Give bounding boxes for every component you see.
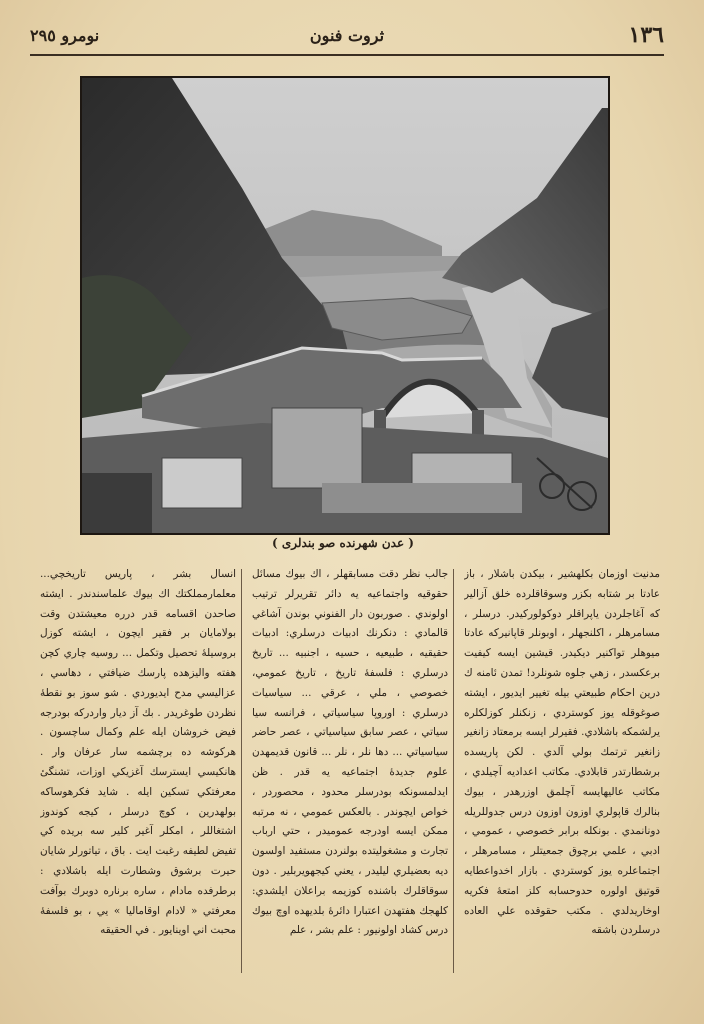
page-header	[30, 22, 664, 52]
page-number: ١٣٦	[628, 22, 664, 48]
text-column-2	[252, 565, 448, 977]
column-divider	[241, 569, 242, 973]
column-divider	[453, 569, 454, 973]
header-rule	[30, 54, 664, 56]
text-column-3	[40, 565, 236, 977]
article-body	[40, 565, 660, 985]
issue-number: نومرو ٢٩٥	[30, 26, 100, 45]
column-3-text: انسال بشر ، پاريس تاريخچي... معلمارمملكتك اك بيوك علماسندندر . ايشته صاحدن اقسامه قدر درره معيشتدن وقت بولامايان بر فقير ايچون ، ايشته كوزل بروسيلهٔ تحصيل وتكمل ... روسيه چاري كچن هفته واليزهده پارسك ضيافتي ، دهاسي ، عزاليسي مدح ايديوردي . شو سوز بو نقطهٔ نظردن طوغريدر . بك آز ديار واردركه بودرجه فيض خروشان ايله علم وكمال ساچسون . هركوشه ده برچشمه سار عرفان وار . هانكيسي ايسترسك آغزيكي اوزات، تشنگئ معرفتكي تسكين ايله . شايد فكرهوساكه بولهدرين ، كوچ درسلر ، كيجه كوندوز اشتغاللر ، امكلر آغير كلير سه بريده كي تفيض لطيفه رغبت ايت . باق ، تياتورلر شايان حيرت برشوق وشطارت ايله باشلادي : برطرفده مادام ، ساره برناره دوبرك بوآفت معرفتي « لادام اوقاماليا » يي ، بو فلسفهٔ محبت اني اوينايور . في الحقيقه	[40, 568, 236, 937]
column-1-text: مدنيت اوزمان بكلهشير ، بيكدن باشلار ، باز عادتا بر شتابه بكزر وسوقاقلرده خلق آزالير كه آغاجلردن ياپراقلر دوكولوركيدر. درسلر ، مسامرهلر ، اكلنجهلر ، اوبونلر قاپانيركه عادتا ميوهلر تواكنير ديكيدر. قيشين ايسه كيفيت برعكسدر ، زهي جلوه شونلرد! تمدن ئامنه ك درين احكام طبيعتي بيله تغيير ايديور ، ايشته صوغوقله يوز كوستردي ، زنكنلر كوزلكلره يرلشمكه باشلادي. فقيرلر ايسه برمعتاد زانغير زانغير ترتمك بولي آلدي . لكن پاريسده برشطارتدر قابلادي. مكاتب اعداديه آچيلدي ، مكاتب عاليهايسه آچلمق اوزرهدر ، بيوك بنالرك قاپولري اوزون اوزون درس جدوللريله دونانمدي . بونكله برابر خصوصي ، عمومي ، ادبي ، علمي برچوق جمعيتلر ، مسامرهلر ، اجتماعلره يوز كوستردي . بازار اخدواعطايه قوتيق اولوره حدوحسابه كلز امتعهٔ فكريه اوخاريدلدي . مكتب حقوقده علي العاده درسلردن باشقه	[464, 568, 660, 937]
aden-water-tanks-photo	[80, 76, 610, 535]
column-2-text: جالب نظر دقت مسابقهلر ، اك بيوك مسائل حقوقيه واجتماعيه يه دائر تقريرلر ترتيب اولوندي . صوربون دار الفنوني بوندن آشاغي قالمادي : دنكرنك ادبيات درسلري: ادبيات حقيقيه ، طبيعيه ، حسيه ، اجنبيه ... تاريخ درسلري : فلسفهٔ تاريخ ، تاريخ عمومي، خصوصي ، ملي ، عرقي ... سياسيات درسلري : اوروپا سياسياتي ، فرانسه سيا سياتي ، عصر سابق سياسياتي ، عصر حاضر سياسياتي ... دها نلر ، نلر ... قانون قديمهدن علوم جديدهٔ اجتماعيه يه قدر . ظن ايدلمسونكه بودرسلر محدود ، محصوردر ، خواص ايچوندر . بالعكس عمومي ، نه مرتبه ممكن ايسه اودرجه عموميدر ، حتي ارباب تجارت و مشغوليتده بولنردن مستفيد اولسون ديه بعضيلري ليليدر ، يعني كيجهويربلير . دون سوقاقلرك باشنده كوزيمه براعلان ايلشدي: كلهجك هفتهدن اعتبارا دائرهٔ بلديهده اوچ بيوك درس كشاد اولونيور : علم بشر ، علم	[252, 568, 448, 937]
magazine-title: ثروت فنون	[309, 26, 385, 45]
photo-caption: ( عدن شهرنده صو بندلری )	[272, 536, 414, 550]
text-column-1	[464, 565, 660, 977]
